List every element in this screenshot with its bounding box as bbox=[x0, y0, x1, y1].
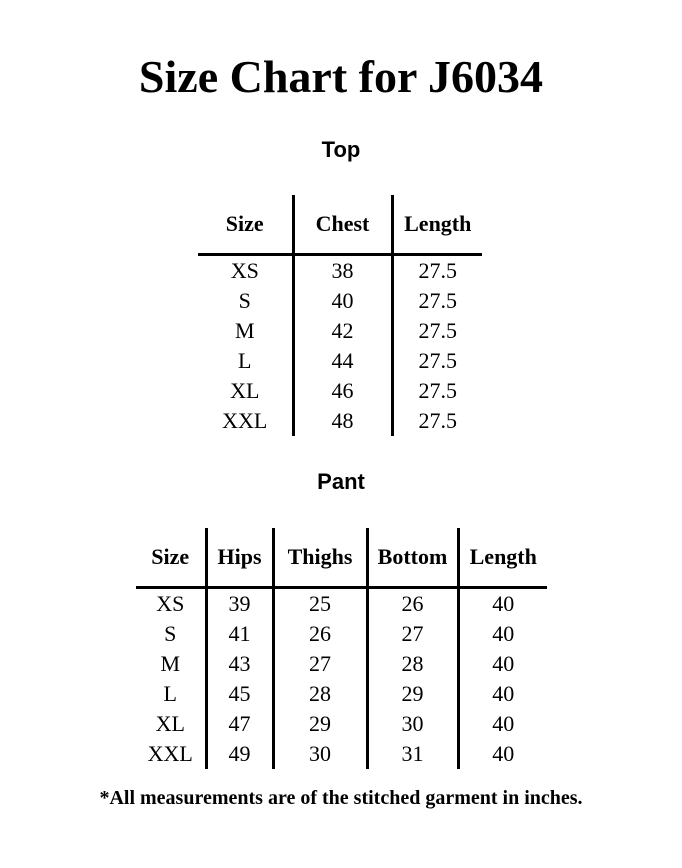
table-row bbox=[136, 739, 547, 769]
length-cell: 27.5 bbox=[392, 346, 482, 376]
table-row bbox=[198, 316, 482, 346]
length-cell: 40 bbox=[458, 709, 547, 739]
table-row bbox=[198, 255, 482, 287]
column-header-hips: Hips bbox=[206, 528, 273, 588]
bottom-cell: 27 bbox=[367, 619, 458, 649]
thighs-cell: 27 bbox=[273, 649, 367, 679]
thighs-cell: 29 bbox=[273, 709, 367, 739]
length-cell: 27.5 bbox=[392, 255, 482, 287]
table-header-row bbox=[136, 528, 547, 588]
length-cell: 40 bbox=[458, 619, 547, 649]
table-row bbox=[136, 709, 547, 739]
size-cell: M bbox=[234, 318, 255, 343]
length-cell: 40 bbox=[458, 739, 547, 769]
size-cell: XS bbox=[230, 258, 259, 283]
hips-cell: 49 bbox=[206, 739, 273, 769]
column-header-chest: Chest bbox=[293, 195, 392, 255]
hips-cell: 43 bbox=[206, 649, 273, 679]
bottom-cell: 29 bbox=[367, 679, 458, 709]
chest-cell: 48 bbox=[293, 406, 392, 436]
thighs-cell: 30 bbox=[273, 739, 367, 769]
table-row bbox=[136, 679, 547, 709]
pant-section-heading: Pant bbox=[317, 469, 365, 494]
hips-cell: 47 bbox=[206, 709, 273, 739]
bottom-cell: 28 bbox=[367, 649, 458, 679]
thighs-cell: 28 bbox=[273, 679, 367, 709]
column-header-thighs: Thighs bbox=[273, 528, 367, 588]
top-size-table bbox=[198, 195, 482, 436]
column-header-length: Length bbox=[458, 528, 547, 588]
top-section-heading: Top bbox=[321, 137, 361, 162]
size-cell: S bbox=[238, 288, 251, 313]
chest-cell: 38 bbox=[293, 255, 392, 287]
column-header-size: Size bbox=[198, 195, 293, 255]
measurement-footnote: *All measurements are of the stitched garment in inches. bbox=[99, 787, 583, 809]
size-cell: M bbox=[160, 651, 181, 676]
size-cell: L bbox=[163, 681, 177, 706]
table-row bbox=[136, 619, 547, 649]
size-cell: L bbox=[238, 348, 252, 373]
column-header-length: Length bbox=[392, 195, 482, 255]
size-cell: XXL bbox=[147, 741, 193, 766]
length-cell: 40 bbox=[458, 588, 547, 620]
table-row bbox=[198, 376, 482, 406]
bottom-cell: 31 bbox=[367, 739, 458, 769]
chest-cell: 40 bbox=[293, 286, 392, 316]
table-row bbox=[198, 346, 482, 376]
size-cell: XL bbox=[155, 711, 185, 736]
page-title: Size Chart for J6034 bbox=[138, 51, 544, 102]
pant-size-table bbox=[136, 528, 547, 769]
chest-cell: 44 bbox=[293, 346, 392, 376]
length-cell: 40 bbox=[458, 679, 547, 709]
length-cell: 27.5 bbox=[392, 406, 482, 436]
bottom-cell: 26 bbox=[367, 588, 458, 620]
bottom-cell: 30 bbox=[367, 709, 458, 739]
table-row bbox=[136, 649, 547, 679]
length-cell: 27.5 bbox=[392, 376, 482, 406]
chest-cell: 42 bbox=[293, 316, 392, 346]
hips-cell: 39 bbox=[206, 588, 273, 620]
length-cell: 40 bbox=[458, 649, 547, 679]
size-cell: S bbox=[164, 621, 177, 646]
table-row bbox=[136, 588, 547, 620]
column-header-bottom: Bottom bbox=[367, 528, 458, 588]
length-cell: 27.5 bbox=[392, 286, 482, 316]
column-header-size: Size bbox=[136, 528, 206, 588]
size-cell: XL bbox=[230, 378, 260, 403]
size-cell: XXL bbox=[222, 408, 268, 433]
length-cell: 27.5 bbox=[392, 316, 482, 346]
chest-cell: 46 bbox=[293, 376, 392, 406]
size-cell: XS bbox=[156, 591, 185, 616]
thighs-cell: 26 bbox=[273, 619, 367, 649]
table-header-row bbox=[198, 195, 482, 255]
table-row bbox=[198, 406, 482, 436]
table-row bbox=[198, 286, 482, 316]
thighs-cell: 25 bbox=[273, 588, 367, 620]
hips-cell: 41 bbox=[206, 619, 273, 649]
hips-cell: 45 bbox=[206, 679, 273, 709]
